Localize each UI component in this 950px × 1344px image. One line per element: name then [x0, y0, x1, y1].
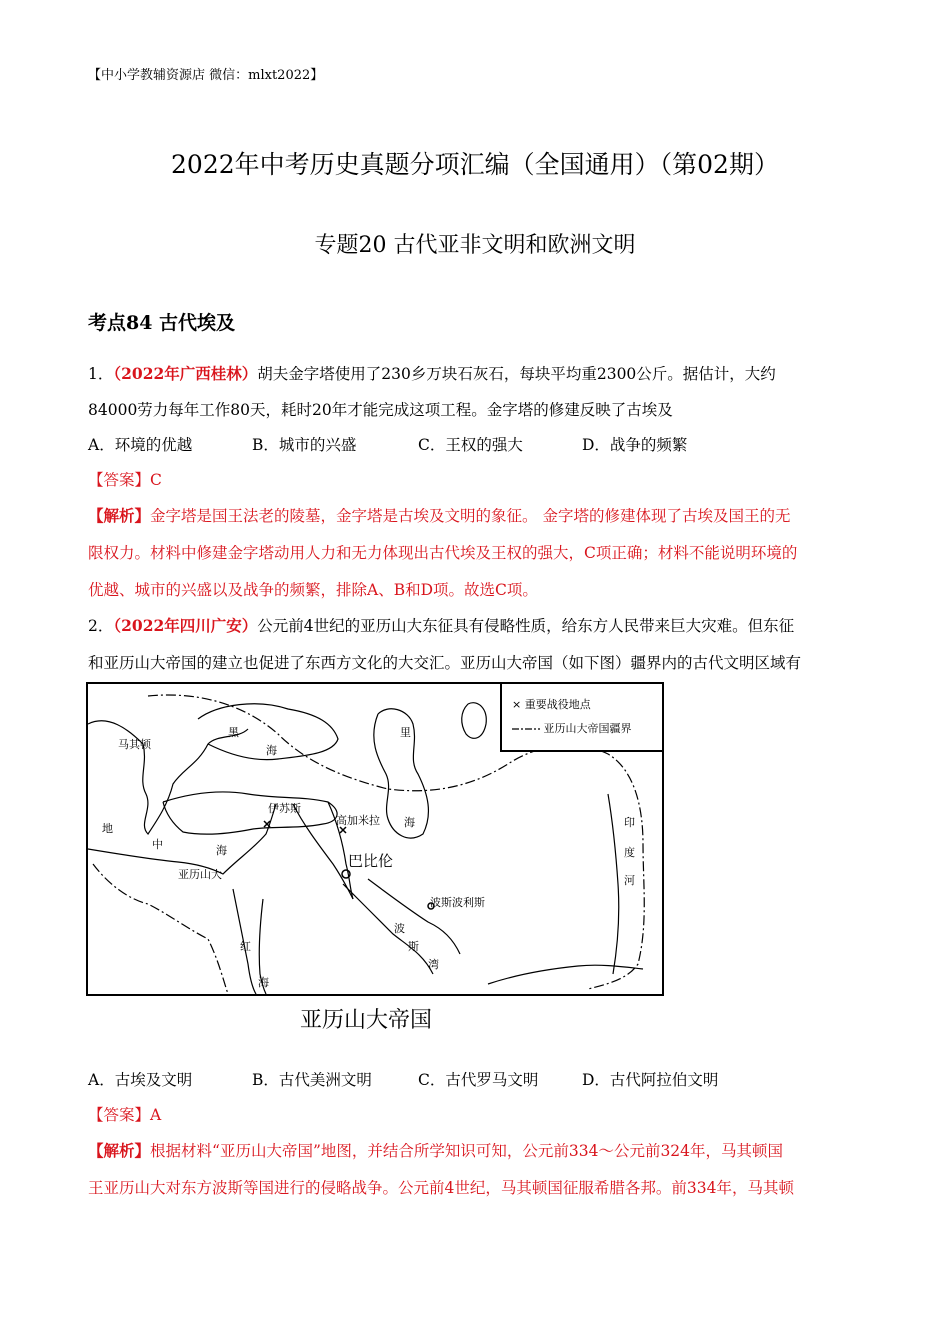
label-babylon: 巴比伦	[348, 852, 394, 870]
map-caption: 亚历山大帝国	[300, 1008, 433, 1033]
map-legend	[500, 684, 662, 752]
label-black-sea-2: 海	[266, 744, 277, 757]
q2-analysis-label: 【解析】	[88, 1141, 151, 1160]
label-persepolis: 波斯波利斯	[430, 896, 485, 909]
q1-answer: 【答案】C	[88, 471, 162, 489]
topic-subtitle: 专题20 古代亚非文明和欧洲文明	[314, 233, 636, 258]
legend-border-row	[512, 720, 632, 736]
q1-option-d: D．战争的频繁	[582, 436, 688, 454]
q1-line-1	[88, 362, 776, 384]
q2-line-1	[88, 614, 794, 636]
q2-source: （2022年四川广安）	[113, 616, 258, 635]
label-black-sea-1: 黑	[228, 726, 239, 739]
dash-dot-line-icon	[512, 725, 540, 733]
label-med-3: 海	[216, 844, 227, 857]
label-gulf-2: 斯	[408, 940, 419, 953]
label-gulf-1: 波	[394, 922, 405, 935]
q2-answer: 【答案】A	[88, 1106, 162, 1124]
label-red-sea-1: 红	[240, 940, 251, 953]
label-indus-2: 度	[624, 846, 635, 859]
label-alexandria: 亚历山大	[178, 868, 222, 881]
label-issus: 伊苏斯	[268, 802, 301, 815]
q2-text-1: 公元前4世纪的亚历山大东征具有侵略性质，给东方人民带来巨大灾难。但东征	[257, 617, 795, 635]
label-caspian-2: 海	[404, 816, 415, 829]
q1-number: 1．	[88, 365, 114, 383]
alexander-empire-map	[86, 682, 664, 996]
legend-battle-sites: × 重要战役地点	[512, 698, 591, 711]
q1-analysis-2: 限权力。材料中修建金字塔动用人力和无力体现出古代埃及王权的强大，C项正确；材料不能说明环境的	[88, 544, 798, 562]
section-heading: 考点84 古代埃及	[88, 312, 236, 334]
label-gulf-3: 湾	[428, 958, 439, 971]
q2-number: 2．	[88, 617, 114, 635]
q1-option-c: C．王权的强大	[418, 436, 523, 454]
q1-text-2: 84000劳力每年工作80天，耗时20年才能完成这项工程。金字塔的修建反映了古埃及	[88, 401, 673, 419]
q2-text-2: 和亚历山大帝国的建立也促进了东西方文化的大交汇。亚历山大帝国（如下图）疆界内的古代文明区域有	[88, 654, 802, 672]
q2-analysis-text-1: 根据材料“亚历山大帝国”地图，并结合所学知识可知，公元前334～公元前324年，马其顿国	[150, 1142, 784, 1160]
label-med-2: 中	[152, 838, 163, 851]
q2-option-c: C．古代罗马文明	[418, 1071, 539, 1089]
q1-analysis-1	[88, 504, 790, 526]
q1-analysis-label: 【解析】	[88, 506, 151, 525]
q1-option-a: A．环境的优越	[88, 436, 193, 454]
label-indus-1: 印	[624, 816, 635, 829]
label-macedonia: 马其顿	[118, 738, 151, 751]
q2-option-d: D．古代阿拉伯文明	[582, 1071, 719, 1089]
q1-options	[88, 433, 848, 455]
document-title: 2022年中考历史真题分项汇编（全国通用）（第02期）	[171, 150, 779, 179]
q2-option-a: A．古埃及文明	[88, 1071, 193, 1089]
q1-analysis-text-1: 金字塔是国王法老的陵墓，金字塔是古埃及文明的象征。 金字塔的修建体现了古埃及国王的无	[150, 507, 791, 525]
q2-analysis-1	[88, 1139, 783, 1161]
label-indus-3: 河	[624, 874, 635, 887]
q2-option-b: B．古代美洲文明	[252, 1071, 372, 1089]
label-red-sea-2: 海	[258, 976, 269, 989]
label-caspian-1: 里	[400, 726, 411, 739]
page-header: 【中小学教辅资源店 微信：mlxt2022】	[88, 68, 324, 83]
q1-source: （2022年广西桂林）	[113, 364, 258, 383]
label-med-1: 地	[102, 822, 113, 835]
q1-option-b: B．城市的兴盛	[252, 436, 357, 454]
label-gaugamela: 高加米拉	[336, 814, 380, 827]
q1-analysis-3: 优越、城市的兴盛以及战争的频繁，排除A、B和D项。故选C项。	[88, 581, 538, 599]
q2-analysis-2: 王亚历山大对东方波斯等国进行的侵略战争。公元前4世纪，马其顿国征服希腊各邦。前334年，马其顿	[88, 1179, 794, 1197]
legend-border-label: 亚历山大帝国疆界	[543, 722, 632, 735]
q1-text-1: 胡夫金字塔使用了230乡万块石灰石，每块平均重2300公斤。据估计，大约	[257, 365, 776, 383]
q2-options	[88, 1068, 848, 1090]
